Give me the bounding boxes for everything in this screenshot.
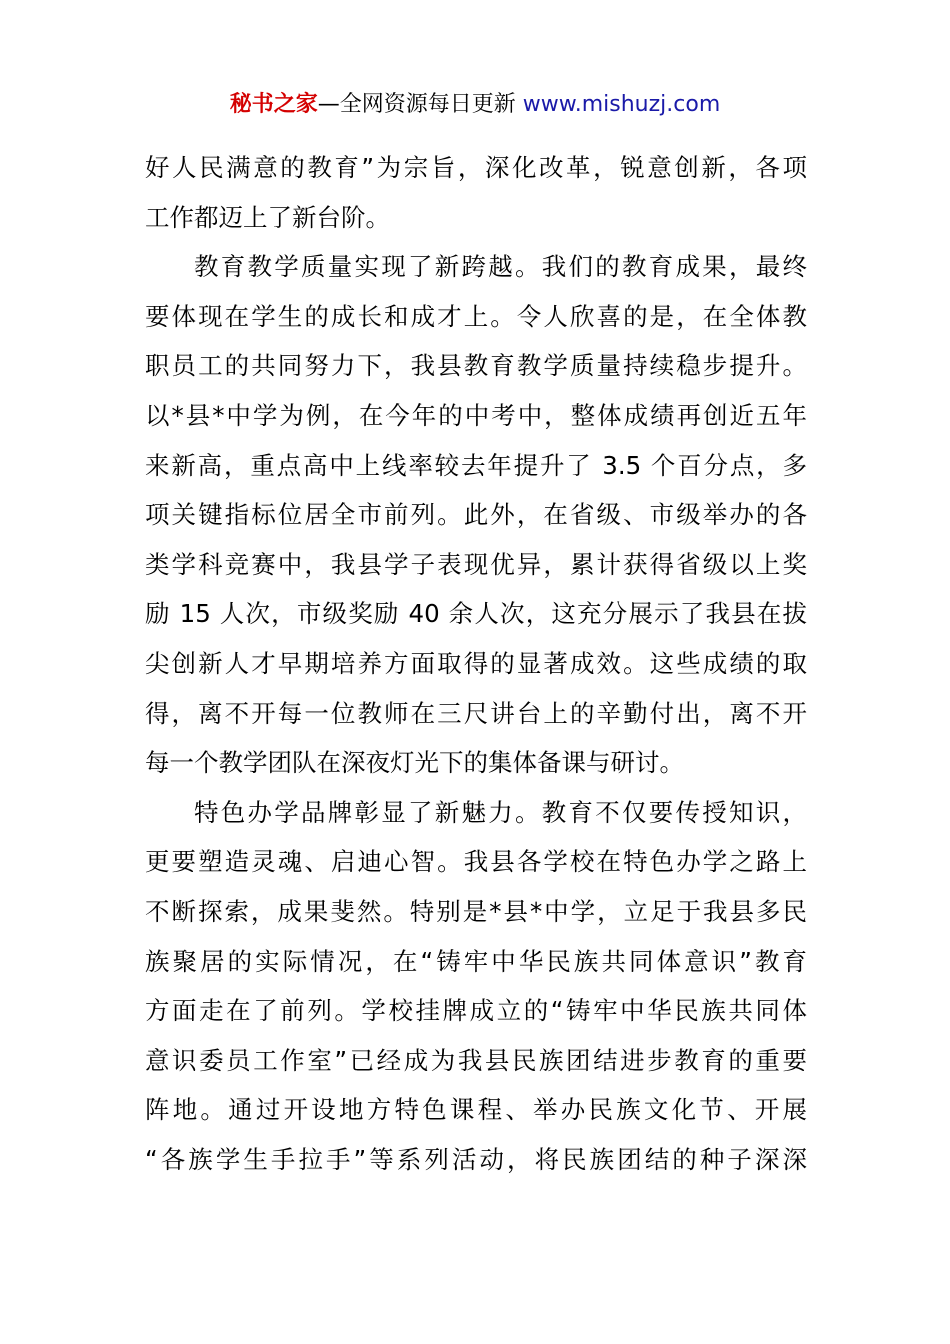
text-line: 更要塑造灵魂、启迪心智。我县各学校在特色办学之路上 [145,847,807,877]
page-header [0,88,950,122]
header-tagline: —全网资源每日更新 [317,92,523,117]
paragraph-start-line: 教育教学质量实现了新跨越。我们的教育成果，最终 [194,252,807,282]
text-line: 不断探索，成果斐然。特别是*县*中学，立足于我县多民 [145,896,807,926]
body-text [145,143,807,1184]
text-line: 好人民满意的教育”为宗旨，深化改革，锐意创新，各项 [145,153,807,182]
text-line: 每一个教学团队在深夜灯光下的集体备课与研讨。 [145,748,684,778]
text-line: 方面走在了前列。学校挂牌成立的“铸牢中华民族共同体 [145,996,807,1026]
paragraph-start-line: 特色办学品牌彰显了新魅力。教育不仅要传授知识， [194,797,807,827]
text-line: 类学科竞赛中，我县学子表现优异，累计获得省级以上奖 [145,549,807,579]
text-line: 要体现在学生的成长和成才上。令人欣喜的是，在全体教 [145,301,807,331]
text-line: 意识委员工作室”已经成为我县民族团结进步教育的重要 [145,1045,807,1075]
text-line: 族聚居的实际情况，在“铸牢中华民族共同体意识”教育 [145,946,807,976]
text-line: “各族学生手拉手”等系列活动，将民族团结的种子深深 [145,1144,807,1174]
text-line: 工作都迈上了新台阶。 [145,202,390,232]
text-line: 职员工的共同努力下，我县教育教学质量持续稳步提升。 [145,351,807,381]
text-line: 得，离不开每一位教师在三尺讲台上的辛勤付出，离不开 [145,698,807,728]
text-line: 尖创新人才早期培养方面取得的显著成效。这些成绩的取 [145,648,807,678]
text-line: 来新高，重点高中上线率较去年提升了 3.5 个百分点，多 [145,450,807,480]
text-line: 励 15 人次，市级奖励 40 余人次，这充分展示了我县在拔 [145,599,807,629]
header-brand: 秘书之家 [229,92,318,117]
text-line: 以*县*中学为例，在今年的中考中，整体成绩再创近五年 [145,400,807,430]
text-line: 阵地。通过开设地方特色课程、举办民族文化节、开展 [145,1095,807,1125]
text-line: 项关键指标位居全市前列。此外，在省级、市级举办的各 [145,500,807,530]
header-url[interactable]: www.mishuzj.com [522,92,721,117]
